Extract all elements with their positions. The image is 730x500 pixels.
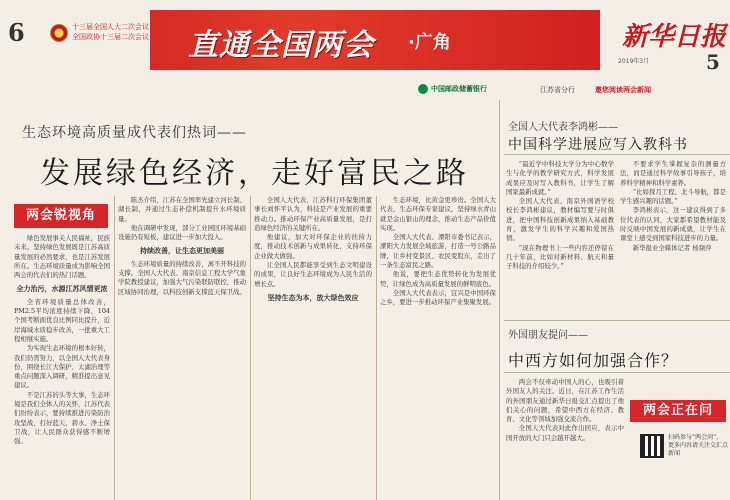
paragraph: 全国人大代表表示，宜兴是中国环保之乡，要进一步推动环保产业集聚发展。 xyxy=(380,288,496,307)
main-col-2 xyxy=(118,196,246,500)
right-kicker-1: 全国人大代表李鸿彬—— xyxy=(508,122,618,133)
paragraph: 全国人大代表对此作出回应，表示中国开放的大门只会越开越大。 xyxy=(506,424,624,442)
byline: 新华报业全媒体记者 杨频萍 xyxy=(632,243,712,252)
qr-caption: 扫码参与“两会问”，更多内容请关注交汇点新闻 xyxy=(668,434,729,457)
conference-label xyxy=(72,22,149,42)
section-title: 直通全国两会 xyxy=(188,28,374,63)
paragraph: “最近学中科技大学分为中心数学生与化学的教学研究方式，科学发展成果应及时写入教科书，让学生了解国家最新成就。” xyxy=(506,160,614,196)
main-col-4 xyxy=(380,196,496,500)
main-col-3 xyxy=(254,196,372,500)
subhead: 全力治污，水源江苏风情更浓 xyxy=(16,284,108,294)
right-kicker-2: 外国朋友提问—— xyxy=(508,330,588,341)
paragraph: 生态环境质量的持续改善，离不开科技的支撑。全国人大代表、南京信息工程大学气象学院教授建议，加强大气污染联防联控，推动区域协同治理，以科技创新支撑蓝天保卫战。 xyxy=(118,259,246,296)
subhead: 坚持生态为本，放大绿色效应 xyxy=(267,292,359,302)
live-qa-label: 两会正在问 xyxy=(630,400,726,422)
conference-line-2: 全国政协十三届二次会议 xyxy=(72,33,149,41)
sponsor-name: 中国邮政储蓄银行 xyxy=(431,85,487,93)
section-subtitle: ·广角 xyxy=(408,32,451,53)
paragraph: 他说，要把生态优势转化为发展优势，让绿色成为高质量发展的鲜明底色。 xyxy=(380,270,496,288)
main-col-1 xyxy=(14,234,110,500)
sponsor-link[interactable]: 邀您阅读两会新闻 xyxy=(595,86,651,94)
sponsor-branch: 江苏省分行 xyxy=(540,86,575,94)
national-emblem-icon xyxy=(50,24,68,42)
right1-col-2 xyxy=(620,160,726,318)
newspaper-brand: 新华日报 xyxy=(622,22,727,52)
paragraph: 不要求学生掌握复杂的测量方法，而是通过科学故事引导孩子，培养科学精神和科学素养。 xyxy=(620,160,726,187)
right-rule xyxy=(504,372,730,373)
paragraph: 让全国人民都能享受到生态文明建设的成果，让良好生态环境成为人民生活的增长点。 xyxy=(254,261,372,288)
column-divider xyxy=(376,196,377,500)
right-headline-2[interactable]: 中西方如何加强合作？ xyxy=(508,351,679,370)
right-headline-1[interactable]: 中国科学进展应写入教科书 xyxy=(508,137,688,153)
right-rule xyxy=(504,154,730,155)
paragraph: 全国人大代表、溧阳市委书记表示，溧阳大力发展全域旅游，打造一号公路品牌，让乡村变景区、农民变股东，走出了一条生态富民之路。 xyxy=(380,233,496,270)
paragraph: 他在调研中发现，部分工业园区环境基础设施仍有短板，建议进一步加大投入。 xyxy=(118,223,246,242)
paragraph: “比如探月工程、北斗导航，都是学生感兴趣的话题。” xyxy=(620,187,726,206)
paragraph: 全省环境质量总体改善，PM2.5平均浓度持续下降，104个国考断面优良比例同比提升，近岸海域水质稳步改善，一批重大工程相继实施。 xyxy=(14,297,110,343)
column-divider xyxy=(250,196,251,500)
page-number-right: 5 xyxy=(706,50,720,74)
right1-col-1 xyxy=(506,160,614,318)
paragraph: 他建议，加大对环保企业的扶持力度，推动技术创新与成果转化，支持环保企业做大做强。 xyxy=(254,233,372,260)
postal-bank-icon xyxy=(418,84,428,94)
page-number-left: 6 xyxy=(8,18,25,47)
column-divider xyxy=(114,196,115,500)
paragraph: 不是江苏的头等大事，生态环境是我们全体人的关怀，江苏代表们纷纷表示，要持续推进污染防治攻坚战，打好蓝天、碧水、净土保卫战，让人民群众获得感不断增强。 xyxy=(14,390,110,446)
paragraph: 为实现生态环境的根本好转，我们仍需努力，以全国人大代表身份，围绕长江大保护、太湖治理等重点问题深入调研，精准提出意见建议。 xyxy=(14,344,110,390)
paragraph: 绿色发展事关人民福祉，民族未来。坚持绿色发展既是江苏高质量发展的必然要求，也是江苏发展所在。生态环境质量成为影响全国两会的代表们的热门话题。 xyxy=(14,234,110,280)
conference-line-1: 十三届全国人大二次会议 xyxy=(72,23,149,31)
qr-code-icon[interactable] xyxy=(640,434,664,458)
paragraph: “现在物理书上一些内容还停留在几十年前，比如对新材料、航天和量子科技的介绍较少。” xyxy=(506,243,614,271)
subhead: 持续改善，让生态更加美丽 xyxy=(140,246,224,256)
paragraph: 两会不仅牵动中国人的心，也吸引着外国友人的关注。近日，在江苏工作生活的外国朋友通过新华日报交汇点提出了他们关心的问题，希望中西方在经济、教育、文化等领域加强交流合作。 xyxy=(506,378,624,424)
issue-date: 2019年3月 xyxy=(618,58,650,65)
main-kicker: 生态环境高质量成代表们热词—— xyxy=(22,125,247,141)
paragraph: 全国人大代表、江苏科行环保集团董事长刘怀平认为，科技是产业发展的重要推动力。推动环保产业高质量发展，是打造绿色经济的关键所在。 xyxy=(254,196,372,232)
masthead xyxy=(0,0,730,84)
page-divider xyxy=(499,100,500,500)
paragraph: 陈杰介绍，江苏在全国率先建立河长制、湖长制，并通过生态补偿机制提升水环境质量。 xyxy=(118,196,246,223)
main-headline[interactable]: 发展绿色经济，走好富民之路 xyxy=(40,156,469,191)
right-rule xyxy=(504,320,730,321)
column-label: 两会锐视角 xyxy=(14,204,108,228)
right2-col-1 xyxy=(506,378,624,500)
paragraph: 全国人大代表、南京外国语学校校长李鸿彬建议，教材编写要与时俱进，把中国科技创新成果纳入基础教育，激发学生的科学兴趣和爱国热情。 xyxy=(506,197,614,243)
paragraph: 生态环境，比黄金更珍贵。全国人大代表、生态环保专家建议，坚持绿水青山就是金山银山的理念，推动生态产品价值实现。 xyxy=(380,196,496,232)
paragraph: 李鸿彬表示，这一建议得到了多位代表的认同，大家都希望教材能及时反映中国发展的新成就，让学生在课堂上感受到国家科技进步的力量。 xyxy=(620,206,726,243)
sponsor-logo[interactable] xyxy=(418,84,487,94)
